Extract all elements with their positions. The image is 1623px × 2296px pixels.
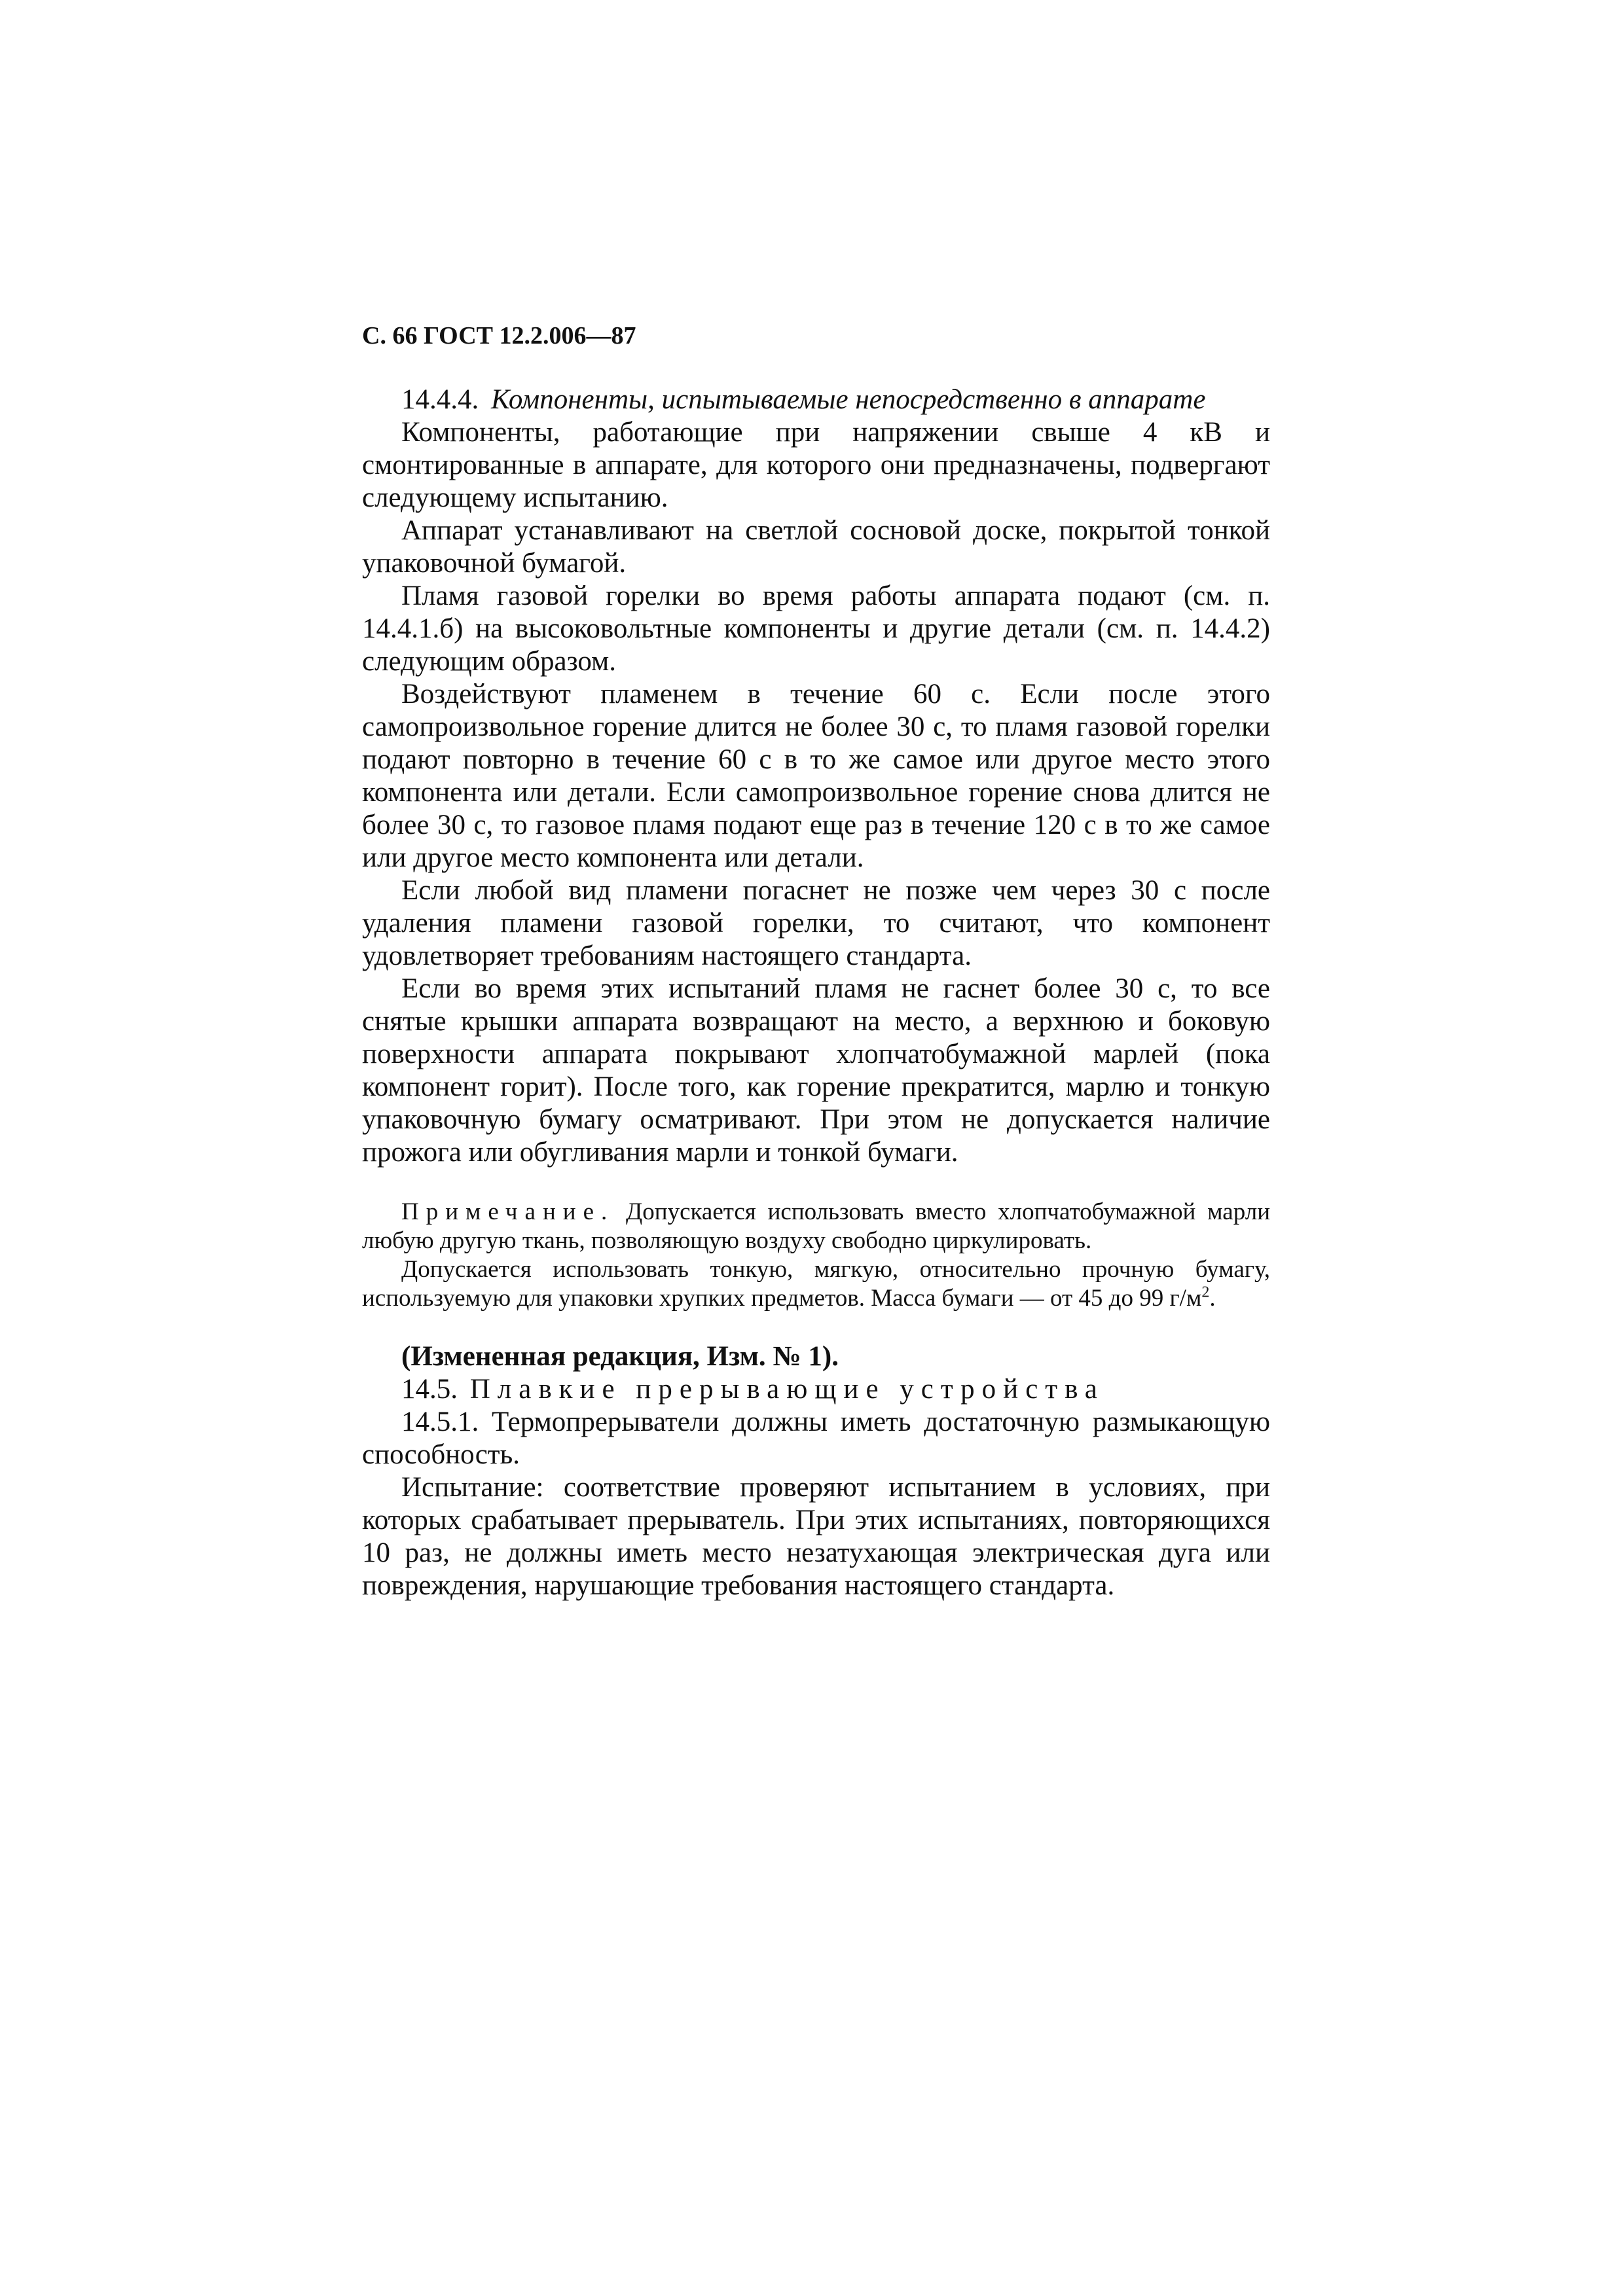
paragraph: Воздействуют пламенем в течение 60 с. Если после этого самопроизвольное горение длится не более 30 с, то пламя газовой горелки подают повторно в течение 60 с в то же самое или другое место этого компонента или детали. Если самопроизвольное горение снова длится не более 30 с, то газовое пламя подают еще раз в течение 120 с в то же самое или другое место компонента или детали. xyxy=(362,679,1270,873)
note-label: Примечание. xyxy=(401,1198,615,1225)
paragraph: Компоненты, работающие при напряжении свыше 4 кВ и смонтированные в аппарате, для которого они предназначены, подвергают следующему испытанию. xyxy=(362,417,1270,513)
note-end: . xyxy=(1209,1285,1216,1312)
section-number: 14.4.4. xyxy=(401,384,479,415)
section-14-5-title xyxy=(362,1373,1270,1406)
superscript: 2 xyxy=(1201,1283,1210,1301)
section-number: 14.5. xyxy=(401,1374,458,1405)
note-paragraph xyxy=(362,1198,1270,1255)
paragraph: 14.5.1. Термопрерыватели должны иметь достаточную размыкающую способность. xyxy=(362,1407,1270,1470)
paragraph: Пламя газовой горелки во время работы аппарата подают (см. п. 14.4.1.б) на высоковольтные компоненты и другие детали (см. п. 14.4.2) следующим образом. xyxy=(362,581,1270,677)
paragraph: Если во время этих испытаний пламя не гаснет более 30 с, то все снятые крышки аппарата возвращают на место, а верхнюю и боковую поверхности аппарата покрывают хлопчатобумажной марлей (пока компонент горит). После того, как горение прекратится, марлю и тонкую упаковочную бумагу осматривают. При этом не допускается наличие прожога или обугливания марли и тонкой бумаги. xyxy=(362,973,1270,1168)
section-title: Плавкие прерывающие устройства xyxy=(469,1374,1104,1405)
page-header: С. 66 ГОСТ 12.2.006—87 xyxy=(362,322,636,350)
note-text: Допускается использовать вместо хлопчатобумажной марли любую другую ткань, позволяющую воздуху свободно циркулировать. xyxy=(362,1198,1270,1254)
section-title: Компоненты, испытываемые непосредственно в аппарате xyxy=(491,384,1206,415)
paragraph: Если любой вид пламени погаснет не позже чем через 30 с после удаления пламени газовой горелки, то считают, что компонент удовлетворяет требованиям настоящего стандарта. xyxy=(362,875,1270,971)
paragraph: Аппарат устанавливают на светлой сосновой доске, покрытой тонкой упаковочной бумагой. xyxy=(362,515,1270,579)
amendment-note: (Измененная редакция, Изм. № 1). xyxy=(401,1341,839,1372)
note-paragraph xyxy=(362,1255,1270,1313)
section-14-4-4-title xyxy=(362,384,1270,416)
note-text: Допускается использовать тонкую, мягкую, относительно прочную бумагу, используемую для упаковки хрупких предметов. Масса бумаги — от 45 до 99 г/м xyxy=(362,1256,1270,1312)
document-page xyxy=(362,321,1270,1602)
paragraph: Испытание: соответствие проверяют испытанием в условиях, при которых срабатывает прерыватель. При этих испытаниях, повторяющихся 10 раз, не должны иметь место незатухающая электрическая дуга или повреждения, нарушающие требования настоящего стандарта. xyxy=(362,1472,1270,1601)
note-block xyxy=(362,1198,1270,1313)
